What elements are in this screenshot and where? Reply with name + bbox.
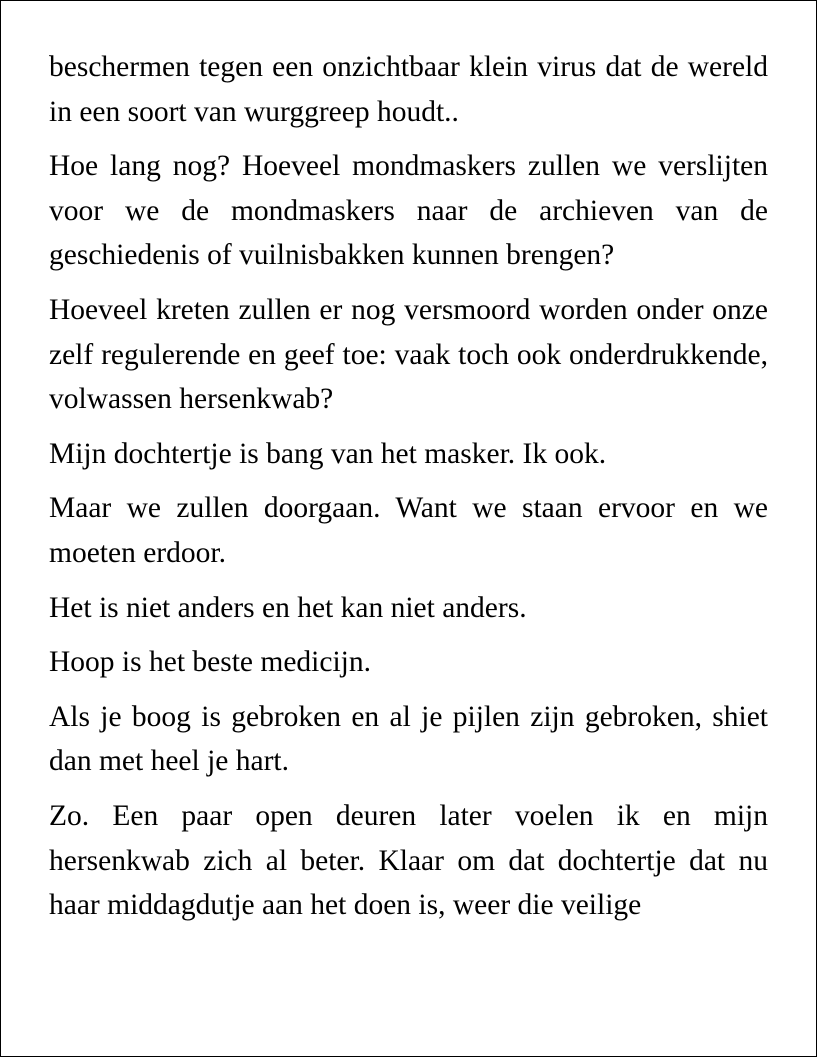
paragraph-6: Het is niet anders en het kan niet anders. bbox=[49, 591, 527, 624]
paragraph-2: Hoe lang nog? Hoeveel mondmaskers zullen we verslijten voor we de mondmaskers naar de archieven van de geschiedenis of vuilnisbakken kunnen brengen? bbox=[49, 150, 768, 272]
paragraph-4: Mijn dochtertje is bang van het masker. Ik ook. bbox=[49, 437, 607, 470]
paragraph-8: Als je boog is gebroken en al je pijlen zijn gebroken, shiet dan met heel je hart. bbox=[49, 700, 768, 778]
paragraph-7: Hoop is het beste medicijn. bbox=[49, 646, 371, 679]
paragraph-9: Zo. Een paar open deuren later voelen ik en mijn hersenkwab zich al beter. Klaar om dat dochtertje dat nu haar middagdutje aan het doen is, weer die veilige bbox=[49, 799, 768, 922]
paragraph-3: Hoeveel kreten zullen er nog versmoord worden onder onze zelf regulerende en geef toe: vaak toch ook onderdrukkende, volwassen hersenkwab? bbox=[49, 293, 768, 416]
paragraph-5: Maar we zullen doorgaan. Want we staan ervoor en we moeten erdoor. bbox=[49, 492, 768, 569]
paragraph-1: beschermen tegen een onzichtbaar klein virus dat de wereld in een soort van wurggreep houdt.. bbox=[49, 51, 768, 128]
